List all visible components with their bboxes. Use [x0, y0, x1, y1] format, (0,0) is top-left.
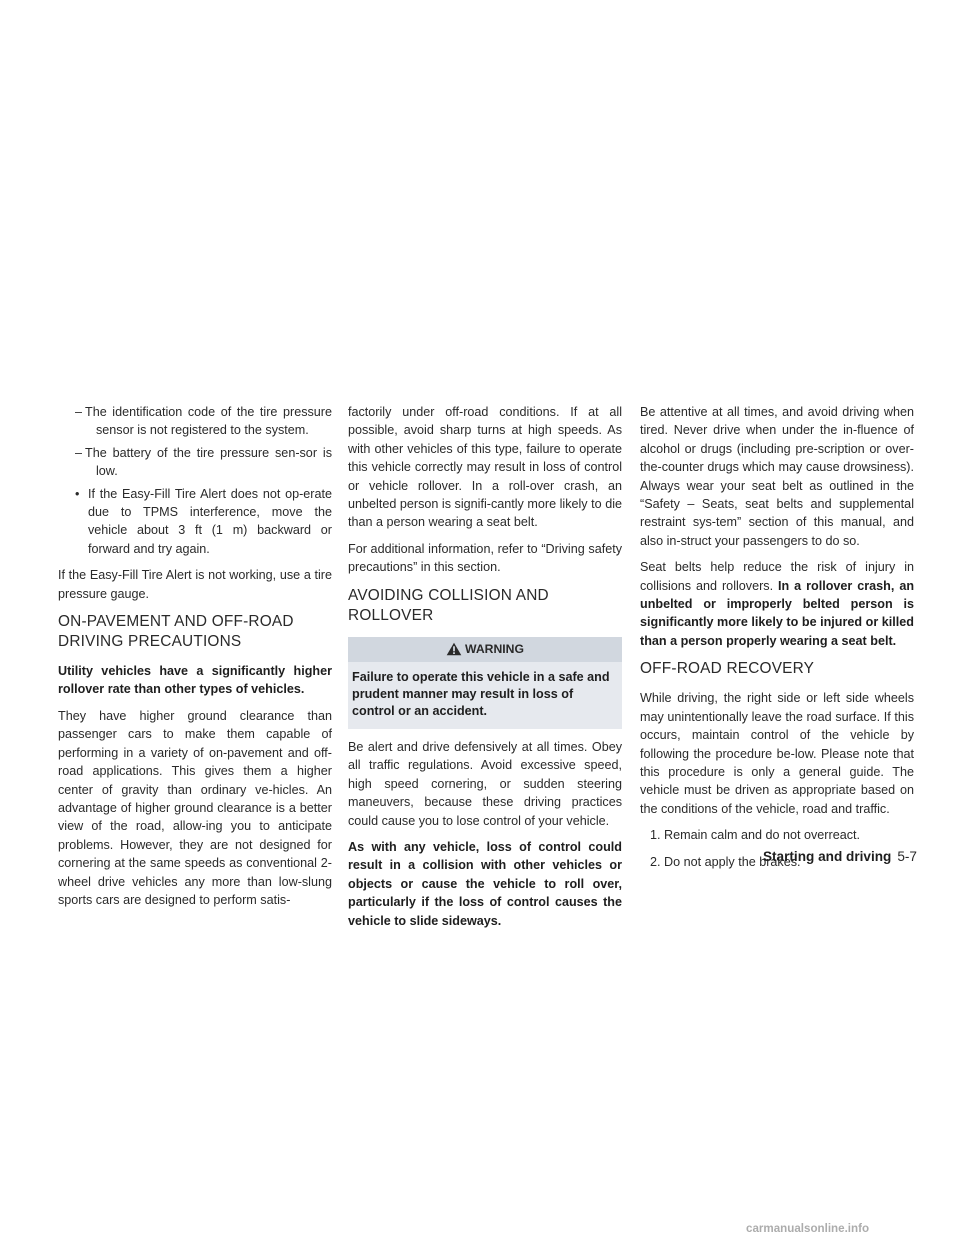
dash-item — [58, 403, 332, 440]
paragraph — [640, 558, 914, 650]
page-footer — [707, 849, 917, 864]
paragraph: For additional information, refer to “Driving safety precautions” in this section. — [348, 541, 622, 575]
column-1 — [58, 403, 332, 917]
bold-emphasis: In a rollover crash, an unbelted or improperly belted person is significantly more likely to be injured or killed than a person properly wearing a seat belt. — [640, 578, 915, 648]
section-heading: AVOIDING COLLISION AND ROLLOVER — [348, 586, 549, 624]
step-number: 1. — [650, 828, 661, 843]
footer-section-title: Starting and driving — [762, 849, 892, 864]
paragraph: If the Easy-Fill Tire Alert is not working, use a tire pressure gauge. — [58, 568, 332, 601]
paragraph: They have higher ground clearance than passenger cars to make them capable of performing in a variety of on-pavement and off-road applications. This gives them a higher center of gravity than ordinary ve-hicles. An advantage of higher ground clearance is a better view of the road, allow-ing you to anticipate problems. However, they are not designed for cornering at the same speeds as conventional 2-wheel drive vehicles any more than low-slung sports cars are designed to perform satis- — [58, 708, 332, 907]
bullet-item — [58, 485, 332, 559]
section-heading: ON-PAVEMENT AND OFF-ROAD DRIVING PRECAUTIONS — [58, 613, 294, 651]
column-3 — [640, 403, 914, 879]
step-text: Do not apply the brakes. — [664, 854, 801, 869]
step-number: 2. — [650, 854, 661, 869]
column-2 — [348, 403, 622, 938]
bullet-marker: • — [75, 486, 80, 501]
dash-marker: – — [75, 445, 83, 460]
step-text: Remain calm and do not overreact. — [664, 828, 861, 843]
warning-header — [348, 637, 622, 662]
section-heading: OFF-ROAD RECOVERY — [640, 660, 815, 678]
bullet-item-text: If the Easy-Fill Tire Alert does not op-erate due to TPMS interference, move the vehicle about 3 ft (1 m) backward or forward and try again. — [88, 486, 332, 556]
paragraph-text: Seat belts help reduce the risk of injury in collisions and rollovers. — [640, 560, 914, 593]
dash-marker: – — [75, 405, 83, 419]
dash-item-text: The battery of the tire pressure sen-sor is low. — [85, 445, 332, 479]
page-number: 5-7 — [897, 849, 917, 864]
bold-paragraph: As with any vehicle, loss of control could result in a collision with other vehicles or objects or cause the vehicle to roll over, particularly if the loss of control causes the vehicle to slide sideways. — [348, 839, 622, 928]
warning-box — [348, 637, 622, 729]
warning-text: Failure to operate this vehicle in a safe and prudent manner may result in loss of control or an accident. — [352, 669, 610, 719]
watermark: carmanualsonline.info — [746, 1222, 870, 1235]
warning-icon — [446, 642, 462, 656]
paragraph: Be attentive at all times, and avoid driving when tired. Never drive when under the in-fluence of alcohol or drugs (including pre-scription or over-the-counter drugs which may cause drowsiness). Always wear your seat belt as outlined in the “Safety – Seats, seat belts and supplemental restraint sys-tem” section of this manual, and also in-struct your passengers to do so. — [640, 405, 914, 548]
numbered-step — [640, 826, 914, 844]
dash-item-text: The identification code of the tire pressure sensor is not registered to the system. — [85, 405, 332, 438]
paragraph: Be alert and drive defensively at all times. Obey all traffic regulations. Avoid excessive speed, high speed cornering, or sudden steering maneuvers, because these driving practices could cause you to lose control of your vehicle. — [348, 739, 622, 828]
paragraph: While driving, the right side or left side wheels may unintentionally leave the road surface. If this occurs, maintain control of the vehicle by following the procedure be-low. Please note that this procedure is only a general guide. The vehicle must be driven as appropriate based on the conditions of the vehicle, road and traffic. — [640, 691, 914, 816]
bold-paragraph: Utility vehicles have a significantly higher rollover rate than other types of vehicles. — [58, 664, 332, 697]
warning-title: WARNING — [465, 641, 524, 656]
paragraph: factorily under off-road conditions. If at all possible, avoid sharp turns at high speeds. As with other vehicles of this type, failure to operate this vehicle correctly may result in loss of control or vehicle rollover. In a roll-over crash, an unbelted person is signifi-cantly more likely to die than a person wearing a seat belt. — [348, 405, 622, 530]
dash-item — [58, 444, 332, 481]
